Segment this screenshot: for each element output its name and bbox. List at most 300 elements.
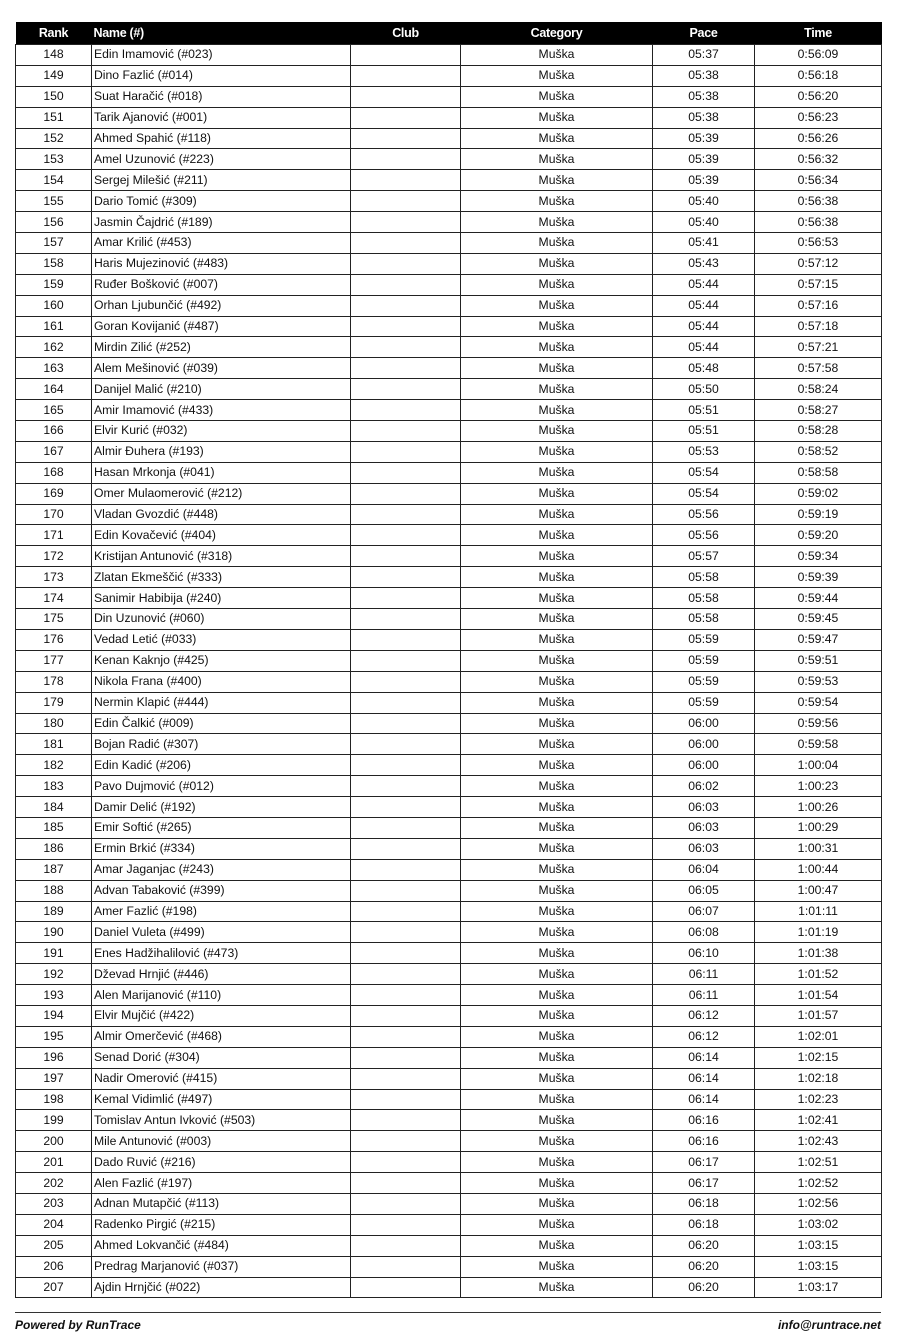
cell-rank: 166 xyxy=(16,421,92,442)
cell-club xyxy=(351,1131,461,1152)
cell-club xyxy=(351,253,461,274)
cell-name: Nadir Omerović (#415) xyxy=(92,1068,351,1089)
cell-club xyxy=(351,65,461,86)
cell-club xyxy=(351,1152,461,1173)
table-row xyxy=(16,964,882,985)
cell-time: 0:56:23 xyxy=(755,107,882,128)
cell-time: 1:02:15 xyxy=(755,1047,882,1068)
table-row xyxy=(16,609,882,630)
cell-rank: 186 xyxy=(16,838,92,859)
cell-club xyxy=(351,1277,461,1298)
cell-name: Vedad Letić (#033) xyxy=(92,629,351,650)
cell-category: Muška xyxy=(461,525,653,546)
table-row xyxy=(16,985,882,1006)
cell-time: 1:02:56 xyxy=(755,1193,882,1214)
cell-category: Muška xyxy=(461,567,653,588)
cell-rank: 156 xyxy=(16,212,92,233)
table-row xyxy=(16,567,882,588)
cell-category: Muška xyxy=(461,170,653,191)
cell-pace: 05:44 xyxy=(653,337,755,358)
cell-category: Muška xyxy=(461,588,653,609)
cell-rank: 160 xyxy=(16,295,92,316)
cell-rank: 176 xyxy=(16,629,92,650)
cell-name: Edin Kovačević (#404) xyxy=(92,525,351,546)
table-row xyxy=(16,358,882,379)
cell-category: Muška xyxy=(461,504,653,525)
cell-club xyxy=(351,1047,461,1068)
cell-category: Muška xyxy=(461,128,653,149)
cell-category: Muška xyxy=(461,191,653,212)
table-row xyxy=(16,462,882,483)
table-row xyxy=(16,65,882,86)
cell-category: Muška xyxy=(461,776,653,797)
table-body xyxy=(16,45,882,1298)
cell-time: 0:56:20 xyxy=(755,86,882,107)
cell-name: Dino Fazlić (#014) xyxy=(92,65,351,86)
cell-rank: 167 xyxy=(16,441,92,462)
cell-time: 0:58:27 xyxy=(755,400,882,421)
cell-rank: 148 xyxy=(16,45,92,66)
table-row xyxy=(16,838,882,859)
cell-rank: 207 xyxy=(16,1277,92,1298)
cell-category: Muška xyxy=(461,1047,653,1068)
table-row xyxy=(16,337,882,358)
cell-category: Muška xyxy=(461,1277,653,1298)
table-row xyxy=(16,1235,882,1256)
cell-pace: 06:04 xyxy=(653,859,755,880)
cell-time: 1:00:47 xyxy=(755,880,882,901)
table-row xyxy=(16,379,882,400)
cell-rank: 187 xyxy=(16,859,92,880)
table-row xyxy=(16,1256,882,1277)
cell-category: Muška xyxy=(461,233,653,254)
cell-time: 0:59:51 xyxy=(755,650,882,671)
cell-name: Kemal Vidimlić (#497) xyxy=(92,1089,351,1110)
cell-time: 1:00:23 xyxy=(755,776,882,797)
cell-club xyxy=(351,797,461,818)
cell-pace: 05:58 xyxy=(653,609,755,630)
cell-name: Tarik Ajanović (#001) xyxy=(92,107,351,128)
cell-time: 1:03:15 xyxy=(755,1235,882,1256)
cell-category: Muška xyxy=(461,713,653,734)
header-row xyxy=(16,22,882,45)
cell-rank: 155 xyxy=(16,191,92,212)
cell-time: 1:02:43 xyxy=(755,1131,882,1152)
cell-time: 0:58:28 xyxy=(755,421,882,442)
cell-rank: 172 xyxy=(16,546,92,567)
cell-time: 0:59:56 xyxy=(755,713,882,734)
cell-rank: 154 xyxy=(16,170,92,191)
cell-pace: 05:48 xyxy=(653,358,755,379)
cell-pace: 05:40 xyxy=(653,212,755,233)
cell-pace: 05:56 xyxy=(653,504,755,525)
table-row xyxy=(16,441,882,462)
cell-rank: 199 xyxy=(16,1110,92,1131)
cell-pace: 05:56 xyxy=(653,525,755,546)
cell-time: 1:01:57 xyxy=(755,1005,882,1026)
table-row xyxy=(16,817,882,838)
cell-category: Muška xyxy=(461,1131,653,1152)
cell-club xyxy=(351,755,461,776)
cell-rank: 184 xyxy=(16,797,92,818)
table-row xyxy=(16,274,882,295)
cell-category: Muška xyxy=(461,1068,653,1089)
table-header xyxy=(16,22,882,45)
cell-name: Danijel Malić (#210) xyxy=(92,379,351,400)
cell-name: Nermin Klapić (#444) xyxy=(92,692,351,713)
cell-time: 0:59:39 xyxy=(755,567,882,588)
cell-category: Muška xyxy=(461,650,653,671)
cell-time: 1:00:29 xyxy=(755,817,882,838)
table-row xyxy=(16,671,882,692)
cell-name: Hasan Mrkonja (#041) xyxy=(92,462,351,483)
cell-pace: 06:17 xyxy=(653,1152,755,1173)
cell-name: Ajdin Hrnjčić (#022) xyxy=(92,1277,351,1298)
cell-pace: 06:03 xyxy=(653,797,755,818)
cell-name: Din Uzunović (#060) xyxy=(92,609,351,630)
cell-name: Amel Uzunović (#223) xyxy=(92,149,351,170)
cell-club xyxy=(351,483,461,504)
table-row xyxy=(16,212,882,233)
cell-name: Sanimir Habibija (#240) xyxy=(92,588,351,609)
cell-rank: 191 xyxy=(16,943,92,964)
cell-club xyxy=(351,462,461,483)
cell-club xyxy=(351,441,461,462)
table-row xyxy=(16,86,882,107)
cell-name: Kenan Kaknjo (#425) xyxy=(92,650,351,671)
cell-time: 1:00:04 xyxy=(755,755,882,776)
cell-time: 1:03:02 xyxy=(755,1214,882,1235)
cell-club xyxy=(351,713,461,734)
cell-name: Dževad Hrnjić (#446) xyxy=(92,964,351,985)
cell-category: Muška xyxy=(461,1214,653,1235)
cell-rank: 170 xyxy=(16,504,92,525)
cell-name: Orhan Ljubunčić (#492) xyxy=(92,295,351,316)
cell-rank: 189 xyxy=(16,901,92,922)
cell-pace: 06:02 xyxy=(653,776,755,797)
table-row xyxy=(16,295,882,316)
cell-rank: 197 xyxy=(16,1068,92,1089)
cell-time: 0:56:32 xyxy=(755,149,882,170)
cell-category: Muška xyxy=(461,1256,653,1277)
cell-name: Amir Imamović (#433) xyxy=(92,400,351,421)
cell-name: Zlatan Ekmeščić (#333) xyxy=(92,567,351,588)
cell-name: Kristijan Antunović (#318) xyxy=(92,546,351,567)
cell-pace: 06:11 xyxy=(653,964,755,985)
cell-club xyxy=(351,316,461,337)
cell-name: Ahmed Lokvančić (#484) xyxy=(92,1235,351,1256)
cell-rank: 188 xyxy=(16,880,92,901)
cell-pace: 05:59 xyxy=(653,671,755,692)
cell-pace: 06:08 xyxy=(653,922,755,943)
cell-time: 0:59:02 xyxy=(755,483,882,504)
table-row xyxy=(16,1214,882,1235)
table-row xyxy=(16,1089,882,1110)
cell-category: Muška xyxy=(461,1193,653,1214)
cell-rank: 149 xyxy=(16,65,92,86)
cell-rank: 198 xyxy=(16,1089,92,1110)
table-row xyxy=(16,1277,882,1298)
cell-club xyxy=(351,776,461,797)
cell-time: 0:57:15 xyxy=(755,274,882,295)
cell-pace: 05:59 xyxy=(653,629,755,650)
cell-club xyxy=(351,1193,461,1214)
cell-time: 0:57:21 xyxy=(755,337,882,358)
cell-rank: 178 xyxy=(16,671,92,692)
cell-club xyxy=(351,943,461,964)
cell-category: Muška xyxy=(461,755,653,776)
cell-rank: 194 xyxy=(16,1005,92,1026)
cell-time: 0:59:45 xyxy=(755,609,882,630)
cell-pace: 06:12 xyxy=(653,1026,755,1047)
cell-category: Muška xyxy=(461,943,653,964)
table-row xyxy=(16,45,882,66)
cell-club xyxy=(351,358,461,379)
cell-name: Sergej Milešić (#211) xyxy=(92,170,351,191)
cell-name: Suat Haračić (#018) xyxy=(92,86,351,107)
cell-name: Ermin Brkić (#334) xyxy=(92,838,351,859)
cell-rank: 153 xyxy=(16,149,92,170)
cell-time: 0:59:54 xyxy=(755,692,882,713)
cell-category: Muška xyxy=(461,1235,653,1256)
cell-pace: 06:11 xyxy=(653,985,755,1006)
cell-rank: 202 xyxy=(16,1173,92,1194)
cell-pace: 05:43 xyxy=(653,253,755,274)
cell-time: 1:02:23 xyxy=(755,1089,882,1110)
cell-pace: 05:39 xyxy=(653,149,755,170)
cell-category: Muška xyxy=(461,1152,653,1173)
cell-club xyxy=(351,295,461,316)
cell-name: Edin Kadić (#206) xyxy=(92,755,351,776)
cell-time: 0:59:34 xyxy=(755,546,882,567)
table-row xyxy=(16,943,882,964)
cell-club xyxy=(351,1110,461,1131)
cell-name: Pavo Dujmović (#012) xyxy=(92,776,351,797)
cell-pace: 05:51 xyxy=(653,421,755,442)
cell-name: Haris Mujezinović (#483) xyxy=(92,253,351,274)
cell-category: Muška xyxy=(461,149,653,170)
cell-rank: 180 xyxy=(16,713,92,734)
cell-club xyxy=(351,838,461,859)
cell-time: 0:57:58 xyxy=(755,358,882,379)
cell-time: 1:02:51 xyxy=(755,1152,882,1173)
table-row xyxy=(16,483,882,504)
cell-name: Amer Fazlić (#198) xyxy=(92,901,351,922)
cell-club xyxy=(351,985,461,1006)
cell-club xyxy=(351,650,461,671)
cell-club xyxy=(351,567,461,588)
cell-pace: 06:14 xyxy=(653,1089,755,1110)
cell-pace: 06:20 xyxy=(653,1256,755,1277)
cell-category: Muška xyxy=(461,880,653,901)
cell-pace: 06:03 xyxy=(653,817,755,838)
cell-club xyxy=(351,817,461,838)
cell-category: Muška xyxy=(461,734,653,755)
cell-category: Muška xyxy=(461,797,653,818)
cell-name: Daniel Vuleta (#499) xyxy=(92,922,351,943)
cell-club xyxy=(351,233,461,254)
table-row xyxy=(16,1110,882,1131)
header-time: Time xyxy=(755,22,882,45)
cell-rank: 163 xyxy=(16,358,92,379)
cell-time: 1:02:01 xyxy=(755,1026,882,1047)
cell-category: Muška xyxy=(461,441,653,462)
cell-rank: 205 xyxy=(16,1235,92,1256)
cell-category: Muška xyxy=(461,358,653,379)
table-row xyxy=(16,1047,882,1068)
table-row xyxy=(16,650,882,671)
cell-club xyxy=(351,629,461,650)
cell-name: Elvir Mujčić (#422) xyxy=(92,1005,351,1026)
cell-rank: 159 xyxy=(16,274,92,295)
table-row xyxy=(16,128,882,149)
cell-name: Emir Softić (#265) xyxy=(92,817,351,838)
cell-time: 0:57:18 xyxy=(755,316,882,337)
cell-category: Muška xyxy=(461,65,653,86)
cell-time: 0:59:47 xyxy=(755,629,882,650)
cell-rank: 181 xyxy=(16,734,92,755)
table-row xyxy=(16,1131,882,1152)
cell-category: Muška xyxy=(461,1173,653,1194)
cell-club xyxy=(351,1026,461,1047)
cell-club xyxy=(351,692,461,713)
cell-club xyxy=(351,379,461,400)
cell-time: 1:02:41 xyxy=(755,1110,882,1131)
table-row xyxy=(16,588,882,609)
header-pace: Pace xyxy=(653,22,755,45)
footer-powered-by: Powered by RunTrace xyxy=(15,1318,141,1332)
cell-name: Dado Ruvić (#216) xyxy=(92,1152,351,1173)
table-row xyxy=(16,1193,882,1214)
cell-category: Muška xyxy=(461,421,653,442)
cell-rank: 169 xyxy=(16,483,92,504)
cell-rank: 195 xyxy=(16,1026,92,1047)
cell-pace: 05:54 xyxy=(653,483,755,504)
cell-name: Jasmin Čajdrić (#189) xyxy=(92,212,351,233)
cell-rank: 193 xyxy=(16,985,92,1006)
cell-pace: 05:51 xyxy=(653,400,755,421)
cell-pace: 05:39 xyxy=(653,170,755,191)
header-name: Name (#) xyxy=(92,22,351,45)
cell-name: Ruđer Bošković (#007) xyxy=(92,274,351,295)
cell-pace: 06:05 xyxy=(653,880,755,901)
cell-club xyxy=(351,504,461,525)
cell-rank: 204 xyxy=(16,1214,92,1235)
cell-time: 0:56:38 xyxy=(755,191,882,212)
cell-club xyxy=(351,546,461,567)
cell-pace: 05:53 xyxy=(653,441,755,462)
cell-time: 0:59:53 xyxy=(755,671,882,692)
cell-category: Muška xyxy=(461,859,653,880)
cell-club xyxy=(351,107,461,128)
cell-club xyxy=(351,337,461,358)
cell-time: 1:03:17 xyxy=(755,1277,882,1298)
cell-category: Muška xyxy=(461,400,653,421)
cell-club xyxy=(351,609,461,630)
cell-pace: 05:58 xyxy=(653,567,755,588)
cell-name: Elvir Kurić (#032) xyxy=(92,421,351,442)
cell-rank: 190 xyxy=(16,922,92,943)
table-row xyxy=(16,149,882,170)
cell-club xyxy=(351,149,461,170)
cell-pace: 06:00 xyxy=(653,713,755,734)
cell-name: Nikola Frana (#400) xyxy=(92,671,351,692)
cell-category: Muška xyxy=(461,1026,653,1047)
cell-name: Amar Krilić (#453) xyxy=(92,233,351,254)
cell-club xyxy=(351,1068,461,1089)
cell-rank: 179 xyxy=(16,692,92,713)
cell-name: Adnan Mutapčić (#113) xyxy=(92,1193,351,1214)
cell-pace: 05:37 xyxy=(653,45,755,66)
cell-category: Muška xyxy=(461,692,653,713)
cell-club xyxy=(351,1235,461,1256)
cell-pace: 06:16 xyxy=(653,1131,755,1152)
cell-category: Muška xyxy=(461,1089,653,1110)
cell-time: 0:58:52 xyxy=(755,441,882,462)
cell-time: 1:01:19 xyxy=(755,922,882,943)
cell-time: 1:02:52 xyxy=(755,1173,882,1194)
cell-name: Predrag Marjanović (#037) xyxy=(92,1256,351,1277)
cell-category: Muška xyxy=(461,45,653,66)
cell-category: Muška xyxy=(461,462,653,483)
cell-name: Almir Đuhera (#193) xyxy=(92,441,351,462)
cell-rank: 157 xyxy=(16,233,92,254)
results-table xyxy=(15,22,882,1298)
cell-time: 1:02:18 xyxy=(755,1068,882,1089)
cell-pace: 05:39 xyxy=(653,128,755,149)
cell-name: Amar Jaganjac (#243) xyxy=(92,859,351,880)
cell-rank: 175 xyxy=(16,609,92,630)
cell-category: Muška xyxy=(461,316,653,337)
cell-time: 1:00:31 xyxy=(755,838,882,859)
cell-pace: 05:59 xyxy=(653,692,755,713)
cell-club xyxy=(351,525,461,546)
cell-time: 0:56:26 xyxy=(755,128,882,149)
cell-pace: 05:41 xyxy=(653,233,755,254)
table-row xyxy=(16,1152,882,1173)
cell-club xyxy=(351,671,461,692)
table-row xyxy=(16,525,882,546)
footer-email: info@runtrace.net xyxy=(777,1318,881,1332)
table-row xyxy=(16,421,882,442)
table-row xyxy=(16,191,882,212)
cell-time: 0:57:16 xyxy=(755,295,882,316)
cell-time: 0:56:34 xyxy=(755,170,882,191)
footer-divider xyxy=(15,1312,881,1313)
cell-category: Muška xyxy=(461,901,653,922)
cell-time: 0:58:24 xyxy=(755,379,882,400)
cell-club xyxy=(351,191,461,212)
table-row xyxy=(16,776,882,797)
cell-club xyxy=(351,1256,461,1277)
cell-club xyxy=(351,588,461,609)
cell-pace: 06:14 xyxy=(653,1068,755,1089)
table-row xyxy=(16,1005,882,1026)
cell-time: 0:59:20 xyxy=(755,525,882,546)
cell-name: Alen Fazlić (#197) xyxy=(92,1173,351,1194)
cell-category: Muška xyxy=(461,1110,653,1131)
cell-category: Muška xyxy=(461,274,653,295)
cell-club xyxy=(351,859,461,880)
cell-club xyxy=(351,734,461,755)
cell-category: Muška xyxy=(461,922,653,943)
cell-category: Muška xyxy=(461,379,653,400)
cell-rank: 183 xyxy=(16,776,92,797)
cell-rank: 168 xyxy=(16,462,92,483)
cell-name: Almir Omerčević (#468) xyxy=(92,1026,351,1047)
cell-pace: 06:07 xyxy=(653,901,755,922)
cell-category: Muška xyxy=(461,985,653,1006)
